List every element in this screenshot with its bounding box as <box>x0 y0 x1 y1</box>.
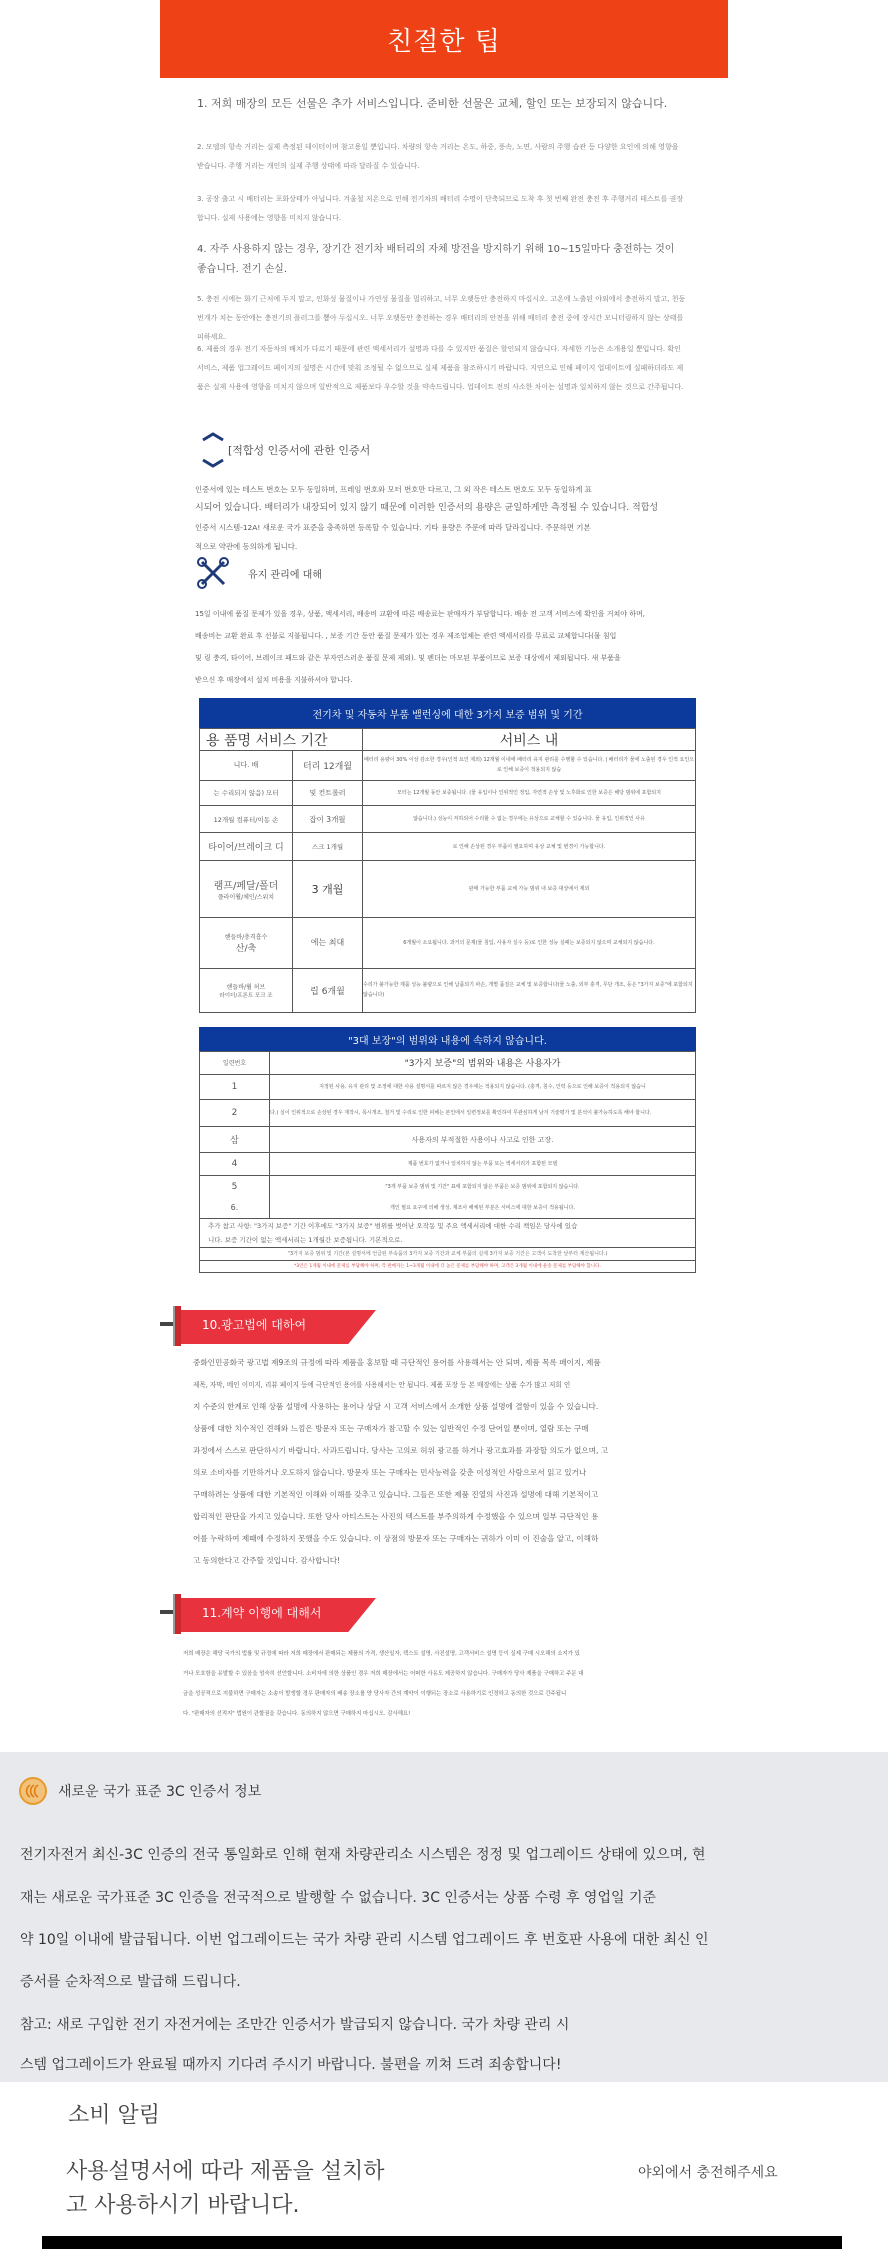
ccc-line: 참고: 새로 구입한 전기 자전거에는 조만간 인증서가 발급되지 않습니다. 국가 차량 관리 시 <box>20 2017 570 2033</box>
ad-law-line: 지 수준의 한계로 인해 상품 설명에 사용하는 용어나 상담 시 고객 서비스에서 소개한 상품 설명에 결함이 있을 수 있습니다. <box>193 1402 599 1411</box>
cert-title: [적합성 인증서에 관한 인증서 <box>228 444 371 457</box>
row-content: "3개 부품 보증 범위 및 기간" 표에 포함되지 않은 부품은 보증 범위에 포함되지 않습니다. <box>270 1175 696 1198</box>
exclusion-table <box>199 1051 696 1219</box>
table-row <box>200 968 696 1012</box>
maintenance-title: 유지 관리에 대해 <box>248 569 322 581</box>
table-row <box>200 1175 696 1198</box>
service-content: 모터는 12개월 동안 보증됩니다. (물 유입이나 인위적인 정입, 자연적 손상 및 노후화로 인한 보증은 해당 범위에 포함되지 <box>363 780 696 805</box>
ad-law-line: 합리적인 판단을 가지고 있습니다. 또한 당사 아티스트는 사진의 텍스트를 부주의하게 수정했을 수 있으며 일부 극단적인 용 <box>193 1512 599 1521</box>
period: 잡이 3개월 <box>293 806 363 833</box>
ccc-line: 증서를 순차적으로 발급해 드립니다. <box>20 1974 241 1990</box>
period: 립 6개월 <box>293 968 363 1012</box>
row-content: 사용자의 부적절한 사용이나 사고로 인한 고장. <box>270 1127 696 1152</box>
ad-law-line: 상품에 대한 치수적인 견해와 느낌은 방문자 또는 구매자가 참고할 수 있는 일반적인 수정 단어일 뿐이며, 열람 또는 구매 <box>193 1424 589 1433</box>
ad-law-line: 의로 소비자를 기만하거나 오도하지 않습니다. 방문자 또는 구매자는 민사능력을 갖춘 이성적인 사람으로서 읽고 있거나 <box>193 1468 587 1477</box>
exclusion-table-title: "3대 보장"의 범위와 내용에 속하지 않습니다. <box>199 1027 696 1051</box>
notice-main-line2: 고 사용하시기 바랍니다. <box>66 2193 300 2218</box>
service-content: 6개월이 소요됩니다. 과거의 문제(물 침입, 사용자 실수 등)로 인한 성능 실패는 보증되지 않으며 교체되지 않습니다. <box>363 917 696 968</box>
service-content: 판매 가능한 부품 교체 가능 범위 내 보증 대상에서 제외 <box>363 860 696 917</box>
service-content: 수리가 불가능한 제품 성능 불량으로 인해 납품되기 파손, 개별 품질은 교체 및 보증합니다(물 노출, 외부 충격, 무단 개조, 등은 "3가지 보증"에 포함되지 않습니다) <box>363 968 696 1012</box>
warranty-table-title: 전기차 및 자동차 부품 밸런싱에 대한 3가지 보증 범위 및 기간 <box>199 698 696 728</box>
ad-law-ribbon <box>160 1306 380 1346</box>
maintenance-line: 및 링 충격, 타이어, 브레이크 패드와 같은 부자연스러운 품질 문제 제외). 및 펜더는 마모된 부품이므로 보증 대상에서 제외됩니다. 새 부품을 <box>195 654 621 662</box>
table-row <box>200 751 696 781</box>
table-row <box>200 1100 696 1127</box>
row-content: 개인 필요 요구에 의해 생성, 제조사 해체된 부분은 서비스에 대한 보증이 적용됩니다. <box>270 1198 696 1219</box>
tip-3: 3. 공장 출고 시 배터리는 포화상태가 아닙니다. 겨울철 저온으로 인해 전기차의 배터리 수명이 단축되므로 도착 후 첫 번째 완전 충전 후 주행거리 테스트를 권장합니다. 실제 사용에는 영향을 미치지 않습니다. <box>197 195 684 222</box>
ad-law-line: 중화인민공화국 광고법 제9조의 규정에 따라 제품을 홍보할 때 극단적인 용어를 사용해서는 안 되며, 제품 목록 페이지, 제품 <box>193 1358 601 1367</box>
part-name: 니다. 배 <box>200 751 293 781</box>
tip-4: 4. 자주 사용하지 않는 경우, 장기간 전기차 배터리의 자체 방전을 방지하기 위해 10~15일마다 충전하는 것이 좋습니다. 전기 손실. <box>197 244 675 275</box>
exclusion-header-left: 일련번호 <box>200 1052 270 1075</box>
table-row <box>200 1127 696 1152</box>
cert-line: 인증서 시스템-12A! 새로운 국가 표준을 충족하면 등록할 수 있습니다. 기타 용량은 주문에 따라 달라집니다. 주문하면 기본 <box>195 523 591 532</box>
part-name-sub: 핸들바/충격흡수 <box>224 933 268 941</box>
contract-line: 다. "판매자의 선적지" 법원이 관할권을 갖습니다. 동의하지 않으면 구매하지 마십시오. 감사해요! <box>183 1711 411 1717</box>
cert-body <box>195 480 695 556</box>
part-name-cell <box>200 917 293 968</box>
maintenance-line: 받으신 후 매장에서 설치 비용을 지불하셔야 합니다. <box>195 676 353 684</box>
row-content: 제품 번호가 없거나 일치하지 않는 부품 또는 액세서리가 포함된 모델 <box>270 1152 696 1175</box>
ad-law-line: 구매하려는 상품에 대한 기본적인 이해와 이해를 갖추고 있습니다. 그들은 또한 제품 진열의 사진과 설명에 대해 기본적이고 <box>193 1490 599 1499</box>
part-name-cell <box>200 968 293 1012</box>
roller-handle-icon <box>160 1610 174 1614</box>
paint-roller-icon <box>173 1306 181 1346</box>
ccc-section <box>0 1752 888 2082</box>
maintenance-line: 15일 이내에 품질 문제가 있을 경우, 상품, 액세서리, 배송비 교환에 따른 배송료는 판매자가 부담합니다. 배송 전 고객 서비스에 확인을 거쳐야 하며, <box>195 610 645 618</box>
period: 터리 12개월 <box>293 751 363 781</box>
chevron-badge-icon <box>200 430 226 470</box>
table-row <box>200 806 696 833</box>
warranty-table <box>199 728 696 1013</box>
note-line: 추가 참고 사항: "3가지 보증" 기간 이후에도 "3가지 보증" 범위를 벗어난 오작동 및 주요 액세서리에 대한 수리 책임은 당사에 있습 <box>208 1222 578 1230</box>
footnote: "3가지 보증 범위 및 기간(본 설명서에 언급된 부속품의 3가지 보증 기간과 교체 부품의 실제 3가지 보증 기간은 고객이 도착한 날부터 계산됩니다.) <box>200 1247 695 1260</box>
banner-title: 친절한 팁 <box>387 26 501 57</box>
row-number: 삼 <box>200 1127 270 1152</box>
maintenance-heading <box>196 556 322 590</box>
ccc-line: 스템 업그레이드가 완료될 때까지 기다려 주시기 바랍니다. 불편을 끼쳐 드려 죄송합니다! <box>20 2057 562 2073</box>
footnote: *3인은 1개월 이내에 문제를 부담해야 하며, 각 판매자는 1~3개월 이내에 더 높은 문제를 부담해야 하며, 고객은 3개월 이내에 운송 문제를 부담해야 합니다. <box>200 1260 695 1273</box>
period: 스크 1개월 <box>293 833 363 860</box>
cert-line: 시되어 있습니다. 배터리가 내장되어 있지 않기 때문에 이러한 인증서의 용량은 균일하게만 측정될 수 있습니다. 적합성 <box>195 503 659 513</box>
notice-side: 야외에서 충전해주세요 <box>638 2165 778 2181</box>
table-row <box>200 833 696 860</box>
row-number: 1 <box>200 1074 270 1099</box>
period: 및 컨트롤러 <box>293 780 363 805</box>
warranty-header-right: 서비스 내 <box>363 729 696 751</box>
roller-handle-icon <box>160 1322 174 1326</box>
tools-icon <box>196 556 230 590</box>
tip-5: 5. 충전 시에는 화기 근처에 두지 말고, 인화성 물질이나 가연성 물질을 멀리하고, 너무 오랫동안 충전하지 마십시오. 고온에 노출된 야외에서 충전하지 말고, 천둥번개가 치는 동안에는 충전기의 플러그를 뽑아 두십시오. 너무 오랫동안 충전하는 경우 배터리의 안전을 위해 배터리 충전 중에 장시간 모니터링하지 않는 상태를 피하세요. <box>197 295 686 341</box>
table-row <box>200 1152 696 1175</box>
part-name-cell <box>200 860 293 917</box>
ccc-heading <box>18 1776 261 1806</box>
table-row <box>200 780 696 805</box>
service-content: 않습니다.) 성능이 저하되어 수리할 수 없는 경우에는 유상으로 교체할 수 있습니다. 물 유입, 인위적인 사유 <box>363 806 696 833</box>
ccc-title: 새로운 국가 표준 3C 인증서 정보 <box>58 1784 262 1800</box>
ad-law-body <box>193 1352 693 1572</box>
table-row <box>200 917 696 968</box>
divider-bar <box>42 2236 842 2249</box>
tip-6: 6. 제품의 경우 전기 자동차의 배치가 다르기 때문에 관련 액세서리가 설명과 다를 수 있지만 품질은 할인되지 않습니다. 자세한 기능은 소개용일 뿐입니다. 확인 서비스, 제품 업그레이드 페이지의 설명은 시간에 맞춰 조정될 수 없으므로 실제 제품을 참조하시기 바랍니다. 지연으로 인해 페이지 업데이트에 실패하더라도 제품은 실제 사용에 영향을 미치지 않으며 일반적으로 제품보다 우수할 것을 약속드립니다. 업데이트 전의 사소한 차이는 설명과 일치하지 않는 것으로 간주됩니다. <box>197 345 684 391</box>
table-row <box>200 1074 696 1099</box>
part-name: 산/축 <box>235 943 257 954</box>
row-number: 4 <box>200 1152 270 1175</box>
period: 3 개월 <box>293 860 363 917</box>
service-content: 로 인해 손상된 경우 부품이 필요하며 유상 교체 및 변경이 가능합니다. <box>363 833 696 860</box>
contract-line: 저희 매장은 해당 국가의 법률 및 규정에 따라 저희 매장에서 판매되는 제품의 가격, 생산일자, 텍스트 설명, 사진설명, 고객서비스 설명 등이 실제 구매 시오해의 소지가 있 <box>183 1651 580 1657</box>
part-name: 12개월 컴퓨터/이동 손 <box>200 806 293 833</box>
maintenance-body <box>195 603 695 691</box>
ad-law-title: 10.광고법에 대하여 <box>202 1318 307 1332</box>
table-row <box>200 1198 696 1219</box>
warranty-header-left: 용 품명 서비스 기간 <box>200 729 363 751</box>
ccc-line: 전기자전거 최신-3C 인증의 전국 통일화로 인해 현재 차량관리소 시스템은 정정 및 업그레이드 상태에 있으며, 현 <box>20 1847 706 1863</box>
part-name-sub: 플라이휠/체인/스위치 <box>217 893 275 901</box>
row-number: 5 <box>200 1175 270 1198</box>
part-name: 핸들바/휠 허브 <box>226 983 266 991</box>
cert-heading <box>200 430 370 470</box>
part-name: 는 수리되지 않음) 모터 <box>200 780 293 805</box>
exclusion-notes <box>199 1219 696 1273</box>
exclusion-header-right: "3가지 보증"의 범위와 내용은 사용자가 <box>270 1052 696 1075</box>
ccc-cert-icon <box>18 1776 48 1806</box>
part-name: 타이어/브레이크 디 <box>200 833 293 860</box>
contract-line: 금을 성공적으로 지불하면 구매자는 소송이 발생할 경우 판매자의 배송 장소를 양 당사자 간의 계약이 이행되는 장소로 사용하기로 인정하고 동의한 것으로 간주됩니 <box>183 1691 567 1697</box>
tip-1: 1. 저희 매장의 모든 선물은 추가 서비스입니다. 준비한 선물은 교체, 할인 또는 보장되지 않습니다. <box>197 97 668 110</box>
maintenance-line: 배송비는 교환 완료 후 선불로 지불됩니다. , 보증 기간 동안 품질 문제가 있는 경우 제조업체는 관련 액세서리를 무료로 교체합니다(물 침입 <box>195 632 617 640</box>
ad-law-line: 고 동의한다고 간주할 것입니다. 감사합니다! <box>193 1556 341 1565</box>
contract-title: 11.계약 이행에 대해서 <box>202 1606 322 1620</box>
ad-law-line: 어를 누락하여 제때에 수정하지 못했을 수도 있습니다. 이 상점의 방문자 또는 구매자는 귀하가 이미 이 진술을 알고, 이해하 <box>193 1534 599 1543</box>
notice-title: 소비 알림 <box>68 2103 161 2128</box>
ccc-line: 재는 새로운 국가표준 3C 인증을 전국적으로 발행할 수 없습니다. 3C 인증서는 상품 수령 후 영업일 기준 <box>20 1890 657 1906</box>
service-content: 배터리 용량이 30% 이상 감소한 경우(인적 요인 제외) 12개월 이내에 배터리 유지 관리를 수행할 수 있습니다. | 배터리가 물에 노출된 경우 인적 요인으로 인해 보증이 적용되지 않습 <box>363 751 696 781</box>
cert-line: 적으로 약관에 동의하게 됩니다. <box>195 542 298 551</box>
ad-law-line: 제목, 자막, 메인 이미지, 리뷰 페이지 등에 극단적인 용어를 사용해서는 안 됩니다. 제품 포장 등 본 매장에는 상품 수가 많고 저희 인 <box>193 1381 571 1389</box>
tip-2: 2. 모델의 항속 거리는 실제 측정된 데이터이며 참고용일 뿐입니다. 차량의 항속 거리는 온도, 하중, 풍속, 노면, 사람의 주행 습관 등 다양한 요인에 의해 영향을 받습니다. 주행 거리는 개인의 실제 주행 상태에 따라 달라질 수 있습니다. <box>197 143 679 170</box>
notice-main-line1: 사용설명서에 따라 제품을 설치하 <box>66 2159 385 2184</box>
page-banner <box>160 0 728 78</box>
contract-body <box>183 1644 703 1724</box>
contract-line: 거나 모호함을 유발할 수 있음을 엄숙히 선언합니다. 소비자에 의한 상품인 경우 저희 매장에서는 어떠한 사유도 제공하지 않습니다. 구매자가 당사 제품을 구매하고 주문 대 <box>183 1671 584 1677</box>
row-number: 6. <box>200 1198 270 1219</box>
ccc-line: 약 10일 이내에 발급됩니다. 이번 업그레이드는 국가 차량 관리 시스템 업그레이드 후 번호판 사용에 대한 최신 인 <box>20 1932 709 1948</box>
table-row <box>200 860 696 917</box>
cert-line: 인증서에 있는 테스트 번호는 모두 동일하며, 프레임 번호와 모터 번호만 다르고, 그 외 작은 테스트 번호도 모두 동일하게 표 <box>195 485 592 494</box>
part-name-sub: 라이더/프론트 포크 조 <box>219 992 273 999</box>
consumer-notice <box>0 2082 888 2249</box>
contract-ribbon <box>160 1594 380 1634</box>
ad-law-line: 과정에서 스스로 판단하시기 바랍니다. 사과드립니다. 당사는 고의로 허위 광고를 하거나 광고효과를 과장할 의도가 없으며, 고 <box>193 1446 609 1455</box>
period: 에는 최대 <box>293 917 363 968</box>
paint-roller-icon <box>173 1594 181 1634</box>
row-content: 지정된 사용, 유지 관리 및 조정에 대한 사용 설명서를 따르지 않은 경우에는 적용되지 않습니다. (충격, 침수, 인력 등으로 인해 보증이 적용되지 않습니 <box>270 1074 696 1099</box>
part-name: 램프/페달/폴더 <box>213 880 279 892</box>
note-line: 니다. 보증 기간이 없는 액세서리는 1개월간 보증됩니다. 기본적으로. <box>208 1236 403 1244</box>
row-content: 다.) 실이 인위적으로 손상된 경우 재작시, 목시개조, 철거 및 수리로 인한 피해는 본인에서 일련정보를 확인하여 무관심하게 남겨 기술평가 및 분석이 불가능하도록 해야 합니다. <box>270 1100 696 1127</box>
row-number: 2 <box>200 1100 270 1127</box>
